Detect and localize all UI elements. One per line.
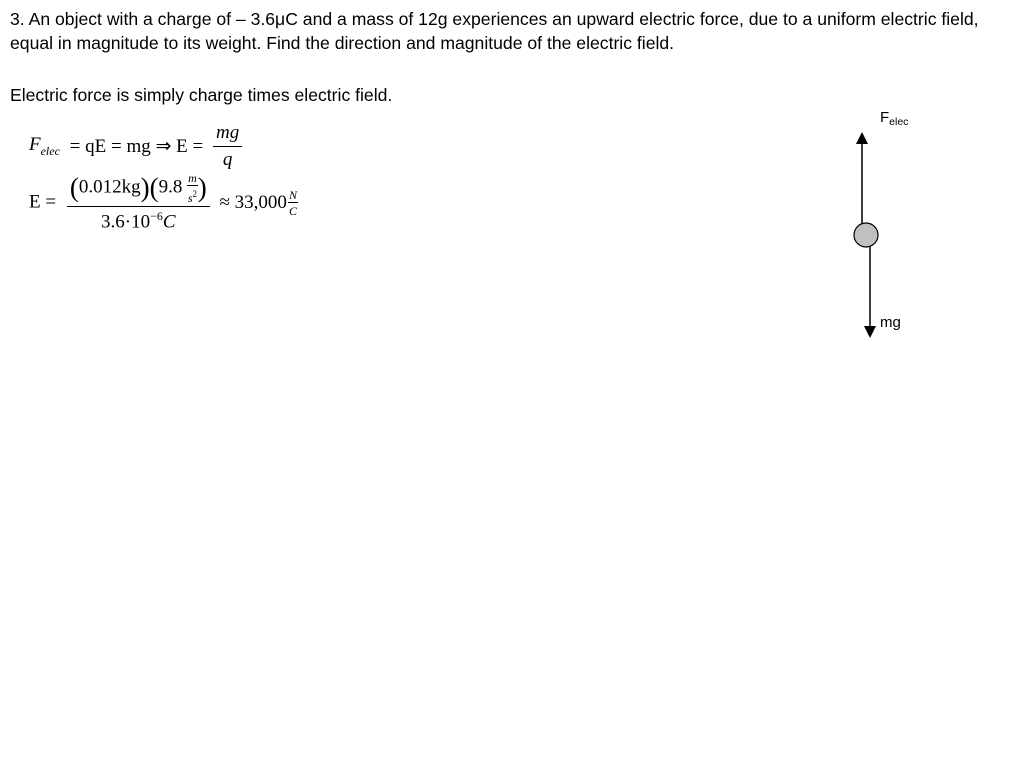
equation-lhs (29, 134, 60, 158)
g-unit-den: s (187, 191, 193, 205)
equation-fraction (213, 122, 242, 171)
force-label-sub: elec (889, 116, 909, 128)
equation2-lhs: E = (29, 191, 57, 213)
charged-object (854, 223, 878, 247)
problem-statement: 3. An object with a charge of – 3.6μC and a mass of 12g experiences an upward electric force, due to a uniform electric field, equal in magnitude to its weight. Find the direction and magnitude of the electric field. (10, 9, 979, 53)
denominator-exponent: −6 (150, 209, 163, 223)
equation-middle: = qE = mg ⇒ E = (69, 136, 204, 157)
force-label (880, 109, 908, 128)
g-unit-num: m (188, 171, 197, 185)
mass-factor: 0.012kg (78, 176, 141, 198)
equation-lhs-var: F (29, 134, 41, 156)
equation-denominator: q (222, 149, 233, 170)
equation-force-balance (29, 122, 242, 174)
free-body-diagram (820, 100, 1000, 360)
equation-field-magnitude (29, 172, 298, 244)
g-unit (187, 172, 198, 204)
force-label-text: F (880, 109, 890, 126)
equation2-fraction: (0.012kg)(9.8 $\frac{m}{s^2}$ ) $3.6\cdot 10^{-6}C$ (67, 172, 210, 233)
explanation-text: Electric force is simply charge times electric field. (10, 85, 393, 105)
result-unit-den: C (288, 203, 297, 218)
equation-numerator: mg (215, 122, 240, 143)
approx-result: ≈ 33,000 (219, 191, 287, 213)
denominator-unit: C (162, 211, 176, 233)
result-unit-num: N (288, 187, 297, 202)
equation-lhs-sub: elec (40, 143, 60, 158)
result-unit (288, 189, 298, 217)
weight-label: mg (880, 314, 901, 331)
g-unit-exp: 2 (192, 189, 197, 199)
denominator-coefficient: 3.6·10 (101, 211, 151, 233)
g-value: 9.8 (158, 176, 183, 198)
